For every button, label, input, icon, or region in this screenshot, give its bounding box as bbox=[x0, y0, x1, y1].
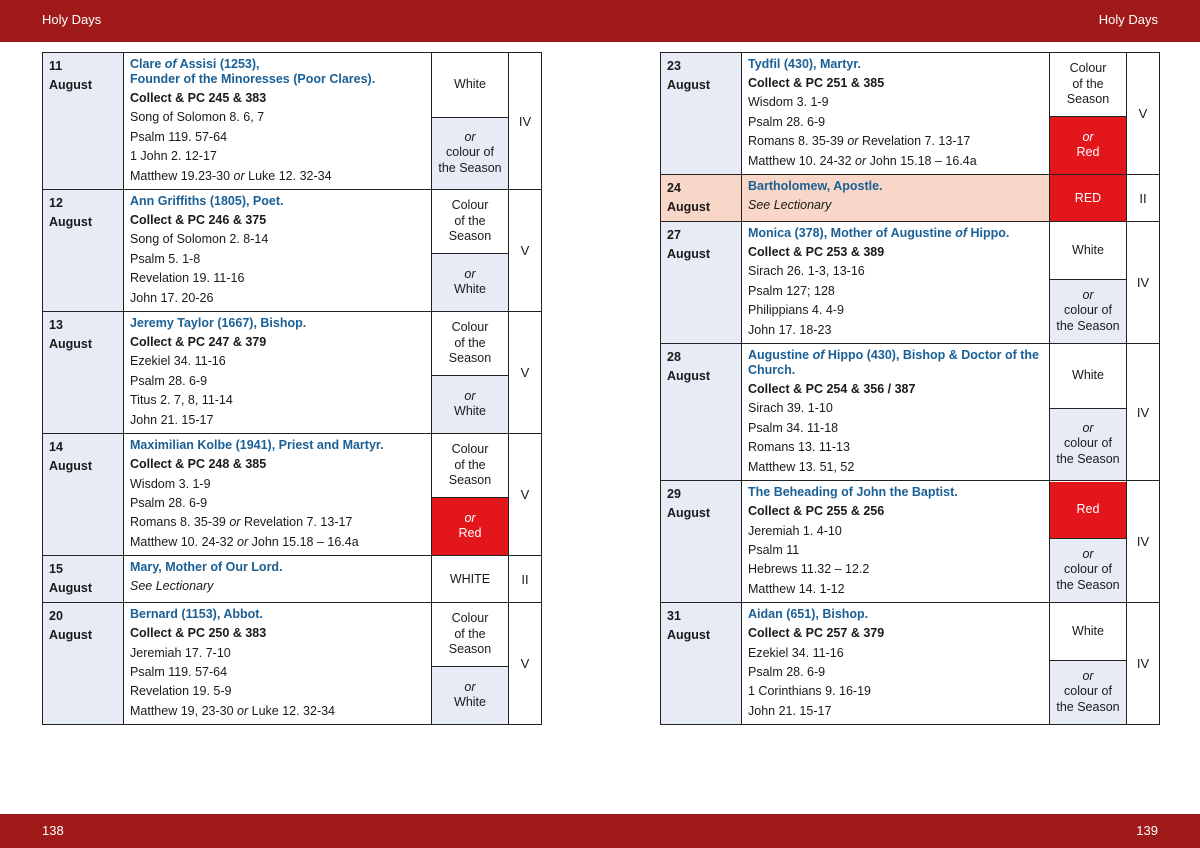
liturgical-colour bbox=[1050, 344, 1127, 481]
reading: Psalm 28. 6-9 bbox=[130, 495, 208, 510]
reading: Psalm 34. 11-18 bbox=[748, 420, 839, 435]
commemoration-cell bbox=[742, 603, 1050, 725]
commemoration-name: Bernard (1153), Abbot. bbox=[130, 607, 263, 622]
reading: Romans 8. 35-39 or Revelation 7. 13-17 bbox=[748, 134, 971, 149]
day-number: 11 bbox=[49, 59, 63, 73]
calendar-row bbox=[661, 481, 1160, 603]
liturgical-colour bbox=[432, 190, 509, 312]
commemoration-cell bbox=[742, 481, 1050, 603]
commemoration-cell bbox=[124, 190, 432, 312]
date-cell bbox=[661, 603, 742, 725]
reading: John 17. 20-26 bbox=[130, 290, 214, 305]
reading: Psalm 28. 6-9 bbox=[130, 373, 208, 388]
commemoration-cell bbox=[124, 556, 432, 603]
date-cell bbox=[661, 222, 742, 344]
liturgical-colour bbox=[432, 312, 509, 434]
month-name: August bbox=[49, 78, 93, 92]
reading: Romans 13. 11-13 bbox=[748, 440, 850, 455]
calendar-row bbox=[43, 312, 542, 434]
reading: Romans 8. 35-39 or Revelation 7. 13-17 bbox=[130, 515, 353, 530]
month-name: August bbox=[49, 581, 93, 596]
commemoration-cell bbox=[742, 53, 1050, 175]
commemoration-cell bbox=[124, 312, 432, 434]
calendar-row bbox=[661, 603, 1160, 725]
month-name: August bbox=[667, 506, 711, 521]
commemoration-cell bbox=[742, 344, 1050, 481]
month-name: August bbox=[49, 628, 93, 643]
commemoration-name: The Beheading of John the Baptist. bbox=[748, 485, 958, 500]
collect-reference: Collect & PC 250 & 383 bbox=[130, 626, 267, 641]
commemoration-name: Ann Griffiths (1805), Poet. bbox=[130, 194, 284, 209]
day-number: 13 bbox=[49, 318, 63, 333]
date-cell bbox=[43, 556, 124, 603]
reading: Matthew 14. 1-12 bbox=[748, 581, 845, 596]
colour-primary: White bbox=[1072, 368, 1104, 383]
reading: Matthew 19.23-30 or Luke 12. 32-34 bbox=[130, 168, 332, 183]
collect-reference: Collect & PC 246 & 375 bbox=[130, 213, 267, 228]
commemoration-name: Mary, Mother of Our Lord. bbox=[130, 560, 283, 575]
rank-cell: IV bbox=[1127, 603, 1160, 725]
reading: Titus 2. 7, 8, 11-14 bbox=[130, 393, 233, 408]
reading: Matthew 19, 23-30 or Luke 12. 32-34 bbox=[130, 703, 336, 718]
reading: Wisdom 3. 1-9 bbox=[748, 95, 829, 110]
rank-cell: V bbox=[1127, 53, 1160, 175]
rank-cell: II bbox=[1127, 175, 1160, 222]
page-number-left: 138 bbox=[42, 823, 64, 838]
liturgical-colour bbox=[432, 434, 509, 556]
colour-primary: White bbox=[1072, 242, 1104, 257]
reading: Wisdom 3. 1-9 bbox=[130, 476, 211, 491]
liturgical-colour bbox=[432, 53, 509, 190]
header-title-left: Holy Days bbox=[42, 12, 102, 27]
collect-reference: Collect & PC 255 & 256 bbox=[748, 504, 885, 519]
date-cell bbox=[661, 481, 742, 603]
day-number: 14 bbox=[49, 440, 63, 455]
rank-cell: IV bbox=[1127, 481, 1160, 603]
reading: 1 Corinthians 9. 16-19 bbox=[748, 684, 871, 699]
liturgical-colour bbox=[1050, 53, 1127, 175]
rank-cell: V bbox=[509, 434, 542, 556]
reading: Sirach 39. 1-10 bbox=[748, 401, 833, 416]
collect-reference: Collect & PC 253 & 389 bbox=[748, 245, 885, 260]
commemoration-name: Maximilian Kolbe (1941), Priest and Martyr. bbox=[130, 438, 384, 453]
calendar-row bbox=[43, 434, 542, 556]
commemoration-cell bbox=[124, 603, 432, 725]
reading: Psalm 28. 6-9 bbox=[748, 664, 826, 679]
colour-alternative: or White bbox=[432, 253, 508, 311]
rank-cell: V bbox=[509, 190, 542, 312]
commemoration-name: Clare of Assisi (1253), Founder of the Minoresses (Poor Clares). bbox=[130, 57, 376, 86]
reading: 1 John 2. 12-17 bbox=[130, 149, 217, 164]
commemoration-name: Jeremy Taylor (1667), Bishop. bbox=[130, 316, 307, 331]
see-lectionary: See Lectionary bbox=[130, 579, 214, 594]
rank-cell: V bbox=[509, 312, 542, 434]
calendar-row bbox=[661, 53, 1160, 175]
day-number: 15 bbox=[49, 562, 63, 577]
reading: Jeremiah 17. 7-10 bbox=[130, 645, 231, 660]
day-number: 29 bbox=[667, 487, 681, 502]
date-cell bbox=[43, 53, 124, 190]
rank-cell: V bbox=[509, 603, 542, 725]
date-cell bbox=[661, 344, 742, 481]
reading: Psalm 28. 6-9 bbox=[748, 114, 826, 129]
collect-reference: Collect & PC 248 & 385 bbox=[130, 457, 267, 472]
commemoration-name: Tydfil (430), Martyr. bbox=[748, 57, 861, 71]
reading: John 21. 15-17 bbox=[748, 703, 832, 718]
day-number: 31 bbox=[667, 609, 681, 624]
reading: Philippians 4. 4-9 bbox=[748, 303, 844, 318]
collect-reference: Collect & PC 251 & 385 bbox=[748, 76, 885, 90]
colour-primary: White bbox=[1072, 623, 1104, 638]
month-name: August bbox=[667, 247, 711, 262]
day-number: 28 bbox=[667, 350, 681, 365]
month-name: August bbox=[49, 459, 93, 474]
colour-alternative: or Red bbox=[432, 497, 508, 555]
liturgical-colour bbox=[1050, 222, 1127, 344]
day-number: 24 bbox=[667, 181, 681, 196]
rank-cell: IV bbox=[509, 53, 542, 190]
date-cell bbox=[43, 603, 124, 725]
month-name: August bbox=[667, 628, 711, 643]
rank-cell: IV bbox=[1127, 344, 1160, 481]
collect-reference: Collect & PC 247 & 379 bbox=[130, 335, 267, 350]
calendar-table-left bbox=[42, 52, 542, 725]
colour-primary: Colour of the Season bbox=[1066, 61, 1110, 107]
colour-primary: White bbox=[454, 77, 486, 92]
reading: Psalm 119. 57-64 bbox=[130, 129, 228, 144]
collect-reference: Collect & PC 257 & 379 bbox=[748, 626, 885, 641]
collect-reference: Collect & PC 245 & 383 bbox=[130, 91, 267, 105]
reading: Psalm 5. 1-8 bbox=[130, 251, 201, 266]
colour-alternative: or White bbox=[432, 666, 508, 724]
commemoration-cell bbox=[742, 222, 1050, 344]
calendar-row bbox=[43, 53, 542, 190]
collect-reference: Collect & PC 254 & 356 / 387 bbox=[748, 382, 916, 397]
date-cell bbox=[661, 53, 742, 175]
day-number: 23 bbox=[667, 59, 681, 73]
page-number-right: 139 bbox=[1136, 823, 1158, 838]
commemoration-cell bbox=[124, 53, 432, 190]
reading: John 21. 15-17 bbox=[130, 412, 214, 427]
day-number: 20 bbox=[49, 609, 63, 624]
colour-primary: Colour of the Season bbox=[448, 320, 492, 366]
date-cell bbox=[43, 312, 124, 434]
reading: Ezekiel 34. 11-16 bbox=[748, 645, 844, 660]
colour-primary: Red bbox=[1050, 482, 1126, 538]
see-lectionary: See Lectionary bbox=[748, 198, 832, 213]
month-name: August bbox=[667, 200, 711, 215]
colour-alternative: or colour of the Season bbox=[1050, 408, 1126, 480]
reading: Hebrews 11.32 – 12.2 bbox=[748, 562, 870, 577]
liturgical-colour: RED bbox=[1050, 175, 1127, 222]
month-name: August bbox=[49, 215, 93, 230]
colour-alternative: or colour of the Season bbox=[432, 117, 508, 189]
commemoration-name: Bartholomew, Apostle. bbox=[748, 179, 883, 194]
reading: Jeremiah 1. 4-10 bbox=[748, 523, 842, 538]
header-band bbox=[0, 0, 1200, 42]
reading: Song of Solomon 2. 8-14 bbox=[130, 232, 269, 247]
calendar-row bbox=[661, 222, 1160, 344]
calendar-row bbox=[661, 344, 1160, 481]
day-number: 12 bbox=[49, 196, 63, 211]
reading: Psalm 11 bbox=[748, 542, 800, 557]
colour-primary: Colour of the Season bbox=[448, 442, 492, 488]
reading: Revelation 19. 11-16 bbox=[130, 271, 245, 286]
commemoration-cell bbox=[124, 434, 432, 556]
commemoration-name: Monica (378), Mother of Augustine of Hippo. bbox=[748, 226, 1010, 241]
colour-alternative: or Red bbox=[1050, 116, 1126, 174]
commemoration-name: Augustine of Hippo (430), Bishop & Doctor of the Church. bbox=[748, 348, 1039, 378]
calendar-table-right bbox=[660, 52, 1160, 725]
month-name: August bbox=[667, 78, 711, 92]
calendar-row bbox=[43, 603, 542, 725]
date-cell bbox=[43, 190, 124, 312]
commemoration-name: Aidan (651), Bishop. bbox=[748, 607, 869, 622]
calendar-row bbox=[43, 556, 542, 603]
day-number: 27 bbox=[667, 228, 681, 243]
reading: Ezekiel 34. 11-16 bbox=[130, 354, 226, 369]
reading: Matthew 13. 51, 52 bbox=[748, 459, 855, 474]
reading: John 17. 18-23 bbox=[748, 322, 832, 337]
month-name: August bbox=[667, 369, 711, 384]
colour-alternative: or colour of the Season bbox=[1050, 660, 1126, 724]
reading: Psalm 119. 57-64 bbox=[130, 664, 228, 679]
reading: Matthew 10. 24-32 or John 15.18 – 16.4a bbox=[748, 153, 977, 168]
reading: Psalm 127; 128 bbox=[748, 283, 835, 298]
liturgical-colour bbox=[1050, 603, 1127, 725]
colour-primary: Colour of the Season bbox=[448, 611, 492, 657]
calendar-row bbox=[661, 175, 1160, 222]
reading: Revelation 19. 5-9 bbox=[130, 684, 232, 699]
colour-alternative: or colour of the Season bbox=[1050, 538, 1126, 602]
month-name: August bbox=[49, 337, 93, 352]
calendar-row bbox=[43, 190, 542, 312]
colour-alternative: or colour of the Season bbox=[1050, 279, 1126, 343]
colour-primary: Colour of the Season bbox=[448, 198, 492, 244]
reading: Sirach 26. 1-3, 13-16 bbox=[748, 264, 865, 279]
header-title-right: Holy Days bbox=[1098, 12, 1158, 27]
commemoration-cell bbox=[742, 175, 1050, 222]
date-cell bbox=[661, 175, 742, 222]
liturgical-colour: WHITE bbox=[432, 556, 509, 603]
colour-alternative: or White bbox=[432, 375, 508, 433]
rank-cell: II bbox=[509, 556, 542, 603]
reading: Song of Solomon 8. 6, 7 bbox=[130, 110, 265, 125]
rank-cell: IV bbox=[1127, 222, 1160, 344]
reading: Matthew 10. 24-32 or John 15.18 – 16.4a bbox=[130, 534, 359, 549]
liturgical-colour bbox=[1050, 481, 1127, 603]
date-cell bbox=[43, 434, 124, 556]
liturgical-colour bbox=[432, 603, 509, 725]
footer-band bbox=[0, 814, 1200, 848]
